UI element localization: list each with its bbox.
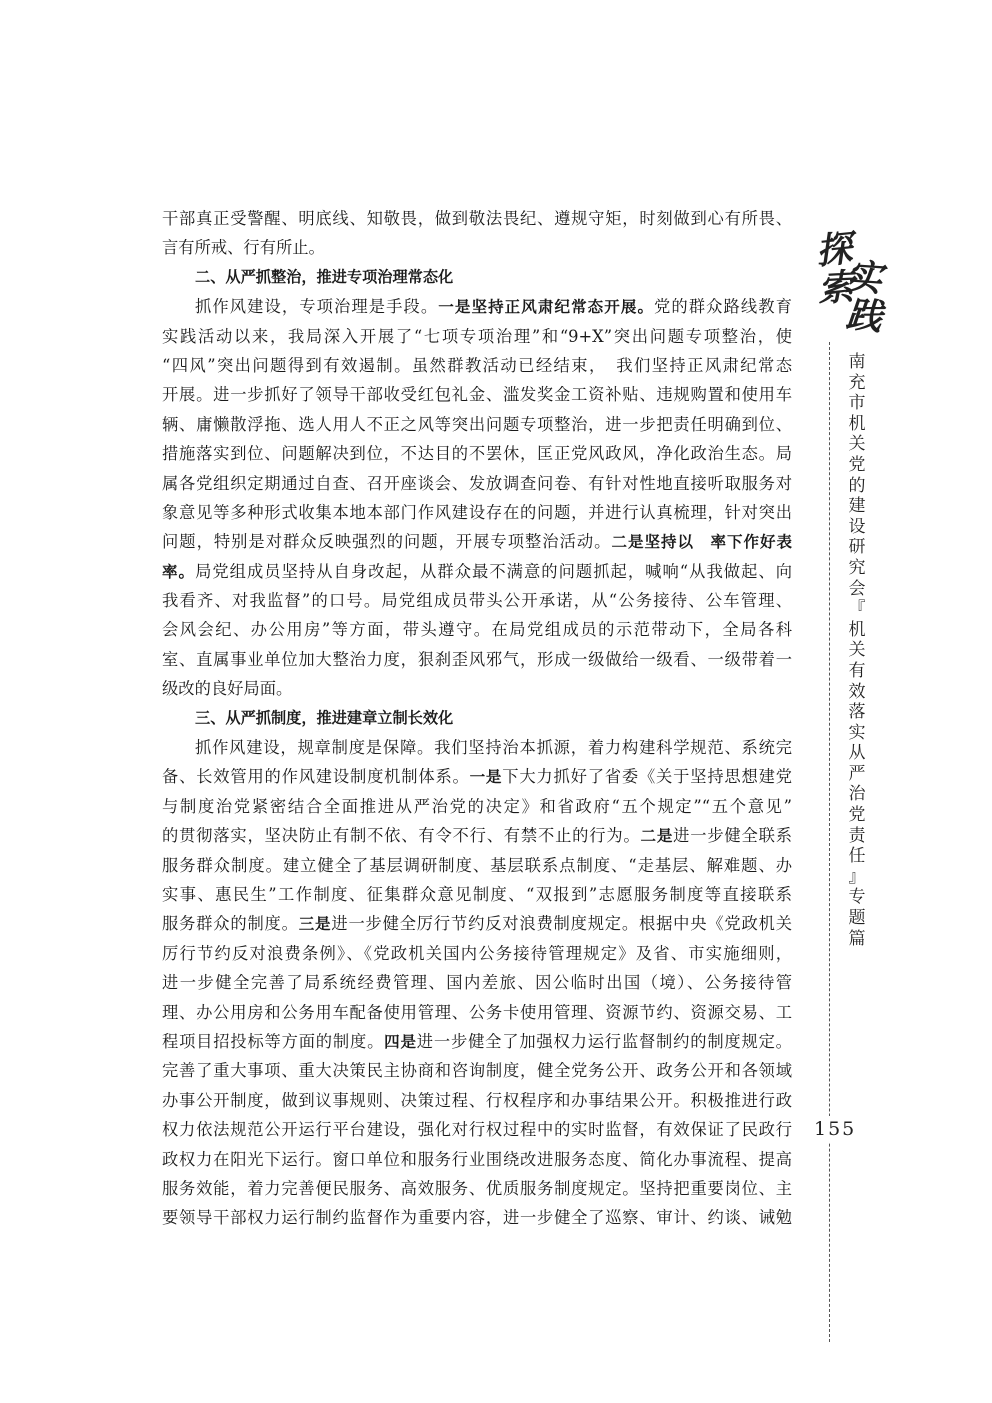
vertical-title-char: 题 [848, 908, 866, 929]
vertical-title-char: 篇 [848, 928, 866, 949]
vertical-title-char: 研 [848, 537, 866, 558]
vertical-title-char: 效 [848, 681, 866, 702]
vertical-title-char: 』 [848, 866, 866, 887]
logo-char: 实 [844, 255, 884, 301]
text-line: 属各党组织定期通过自查、召开座谈会、发放调查问卷、有针对性地直接听取服务对 [162, 473, 792, 493]
text-line: 办事公开制度，做到议事规则、决策过程、行权程序和办事结果公开。积极推进行政 [162, 1090, 792, 1110]
text-line: 进一步健全完善了局系统经费管理、国内差旅、因公临时出国（境）、公务接待管 [162, 973, 792, 993]
text-line: 开展。进一步抓好了领导干部收受红包礼金、滥发奖金工资补贴、违规购置和使用车 [162, 385, 792, 405]
text-line: 我看齐、对我监督”的口号。局党组成员带头公开承诺，从“公务接待、公车管理、 [162, 591, 792, 611]
text-line: 问题，特别是对群众反映强烈的问题，开展专项整治活动。二是坚持以 率下作好表 [162, 532, 792, 552]
text-line: 象意见等多种形式收集本地本部门作风建设存在的问题，并进行认真梳理，针对突出 [162, 502, 792, 522]
text-line: 抓作风建设，专项治理是手段。一是坚持正风肃纪常态开展。党的群众路线教育 [195, 297, 792, 317]
text-line: 要领导干部权力运行制约监督作为重要内容，进一步健全了巡察、审计、约谈、诫勉 [162, 1208, 792, 1228]
vertical-title-char: 会 [848, 578, 866, 599]
text-line: 措施落实到位、问题解决到位，不达目的不罢休，匡正党风政风，净化政治生态。局 [162, 444, 792, 464]
page-number: 155 [814, 1118, 857, 1140]
vertical-title-char: 市 [848, 393, 866, 414]
vertical-title-char: 有 [848, 660, 866, 681]
vertical-title-char: 的 [848, 475, 866, 496]
text-line: 程项目招投标等方面的制度。四是进一步健全了加强权力运行监督制约的制度规定。 [162, 1031, 792, 1051]
vertical-title-char: 落 [848, 702, 866, 723]
vertical-title-char: 设 [848, 516, 866, 537]
text-line: 实践活动以来，我局深入开展了“七项专项治理”和“9+X”突出问题专项整治，使 [162, 326, 792, 346]
vertical-title-char: 关 [848, 434, 866, 455]
text-line: 理、办公用房和公务用车配备使用管理、公务卡使用管理、资源节约、资源交易、工 [162, 1002, 792, 1022]
logo-char: 索 [816, 266, 856, 310]
text-line: 抓作风建设，规章制度是保障。我们坚持治本抓源，着力构建科学规范、系统完 [195, 738, 792, 758]
text-line: 完善了重大事项、重大决策民主协商和咨询制度，健全党务公开、政务公开和各领域 [162, 1061, 792, 1081]
text-line: 权力依法规范公开运行平台建设，强化对行权过程中的实时监督，有效保证了民政行 [162, 1120, 792, 1140]
text-line: 会风会纪、办公用房”等方面，带头遵守。在局党组成员的示范带动下，全局各科 [162, 620, 792, 640]
text-line: 辆、庸懒散浮拖、选人用人不正之风等突出问题专项整治，进一步把责任明确到位、 [162, 414, 792, 434]
divider-line [829, 342, 830, 1342]
vertical-title-char: 『 [848, 599, 866, 620]
text-line: 室、直属事业单位加大整治力度，狠刹歪风邪气，形成一级做给一级看、一级带着一 [162, 649, 792, 669]
text-line: 率。局党组成员坚持从自身改起，从群众最不满意的问题抓起，喊响“从我做起、向 [162, 561, 792, 581]
section-heading-3: 三、从严抓制度，推进建章立制长效化 [195, 708, 454, 727]
vertical-title-char: 实 [848, 722, 866, 743]
vertical-title-char: 南 [848, 352, 866, 372]
text-line: 政权力在阳光下运行。窗口单位和服务行业围绕改进服务态度、简化办事流程、提高 [162, 1149, 792, 1169]
text-line: 与制度治党紧密结合全面推进从严治党的决定》和省政府“五个规定”“五个意见” [162, 796, 792, 816]
vertical-title-char: 治 [848, 784, 866, 805]
vertical-title-char: 建 [848, 496, 866, 517]
text-line: 言有所戒、行有所止。 [162, 238, 325, 258]
vertical-title-char: 机 [848, 619, 866, 640]
text-line: 厉行节约反对浪费条例》、《党政机关国内公务接待管理规定》及省、市实施细则， [162, 943, 792, 963]
logo-char: 探 [813, 227, 855, 273]
vertical-title [846, 352, 868, 949]
text-line: 的贯彻落实，坚决防止有制不依、有令不行、有禁不止的行为。二是进一步健全联系 [162, 826, 792, 846]
text-line: 服务效能，着力完善便民服务、高效服务、优质服务制度规定。坚持把重要岗位、主 [162, 1178, 792, 1198]
vertical-title-char: 关 [848, 640, 866, 661]
vertical-title-char: 充 [848, 372, 866, 393]
vertical-title-char: 从 [848, 743, 866, 764]
logo-char: 践 [844, 293, 884, 339]
text-line: 实事、惠民生”工作制度、征集群众意见制度、“双报到”志愿服务制度等直接联系 [162, 884, 792, 904]
vertical-title-char: 究 [848, 557, 866, 578]
text-line: 服务群众制度。建立健全了基层调研制度、基层联系点制度、“走基层、解难题、办 [162, 855, 792, 875]
body-text [162, 204, 792, 1233]
text-line: 备、长效管用的作风建设制度机制体系。一是下大力抓好了省委《关于坚持思想建党 [162, 767, 792, 787]
vertical-title-char: 专 [848, 887, 866, 908]
text-line: 级改的良好局面。 [162, 679, 293, 699]
vertical-title-char: 党 [848, 805, 866, 826]
sidebar [810, 227, 884, 1228]
text-line: “四风”突出问题得到有效遏制。虽然群教活动已经结束， 我们坚持正风肃纪常态 [162, 355, 792, 375]
calligraphy-logo [813, 227, 884, 339]
text-line: 干部真正受警醒、明底线、知敬畏，做到敬法畏纪、遵规守矩，时刻做到心有所畏、 [162, 209, 792, 228]
vertical-title-char: 党 [848, 454, 866, 475]
text-line: 服务群众的制度。三是进一步健全厉行节约反对浪费制度规定。根据中央《党政机关 [162, 914, 792, 934]
vertical-title-char: 严 [848, 763, 866, 784]
section-heading-2: 二、从严抓整治，推进专项治理常态化 [195, 267, 454, 286]
vertical-title-char: 责 [848, 825, 866, 846]
vertical-title-char: 机 [848, 413, 866, 434]
vertical-title-char: 任 [848, 846, 866, 867]
